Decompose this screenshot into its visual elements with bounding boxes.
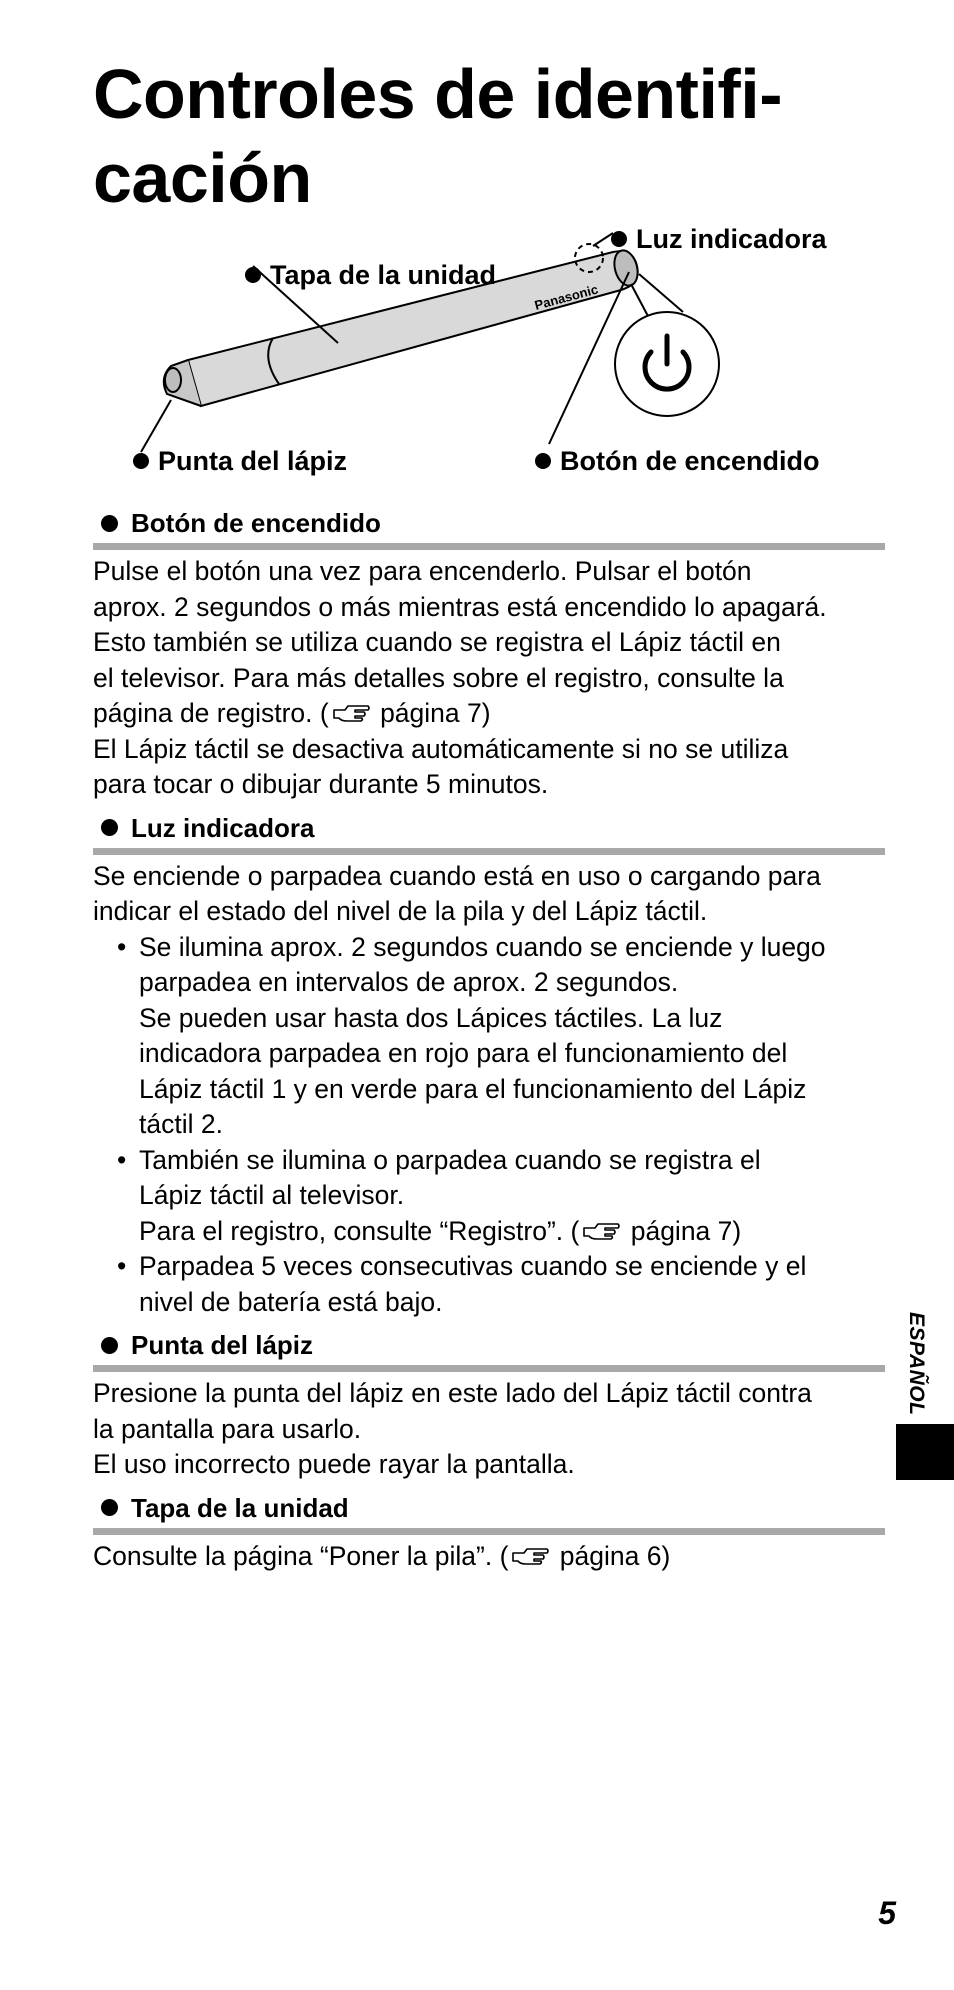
bullet-dot-icon: [101, 1337, 118, 1354]
pen-brand: Panasonic: [532, 281, 600, 313]
label-punta-lapiz: Punta del lápiz: [133, 446, 347, 476]
section-heading: Botón de encendido: [93, 508, 885, 550]
page-content: [93, 52, 885, 1574]
bullet-dot-icon: [133, 453, 149, 469]
list-item: • Se ilumina aprox. 2 segundos cuando se enciende y luego parpadea en intervalos de aprox. 2 segundos. Se pueden usar hasta dos Lápices táctiles. La luz indicadora parpadea en rojo para el funcionamiento del Lápiz táctil 1 y en verde para el funcionamiento del Lápiz táctil 2.: [117, 930, 885, 1143]
section-body: Se enciende o parpadea cuando está en uso o cargando para indicar el estado del nivel de la pila y del Lápiz táctil. • Se ilumina aprox. 2 segundos cuando se enciende y luego parpadea en intervalos de aprox. 2 segundos. Se pueden usar hasta dos Lápices táctiles. La luz indicadora parpadea en rojo para el funcionamiento del Lápiz táctil 1 y en verde para el funcionamiento del Lápiz táctil 2. • También se ilumina o parpadea cuando se registra el Lápiz táctil al televisor. Para el registro, consulte “Registro”. ( página 7) • Parpadea 5 veces consecutivas cuando se enciende y el nivel de batería está bajo.: [93, 859, 885, 1321]
section-tapa-unidad: [93, 1493, 885, 1575]
pointing-hand-icon: [581, 1219, 621, 1243]
section-heading: Luz indicadora: [93, 813, 885, 855]
bullet-list: [93, 930, 885, 1321]
pen-figure: [93, 224, 885, 498]
pointing-hand-icon: [510, 1544, 550, 1568]
section-punta-lapiz: [93, 1330, 885, 1483]
list-item: • También se ilumina o parpadea cuando se registra el Lápiz táctil al televisor. Para el registro, consulte “Registro”. ( página 7): [117, 1143, 885, 1250]
page-reference: página de registro. ( página 7): [93, 698, 491, 728]
page-number: 5: [878, 1895, 896, 1931]
bullet-dot-icon: [101, 1499, 118, 1516]
label-boton-encendido: Botón de encendido: [535, 446, 820, 476]
label-tapa-unidad: Tapa de la unidad: [245, 260, 496, 290]
list-item: • Parpadea 5 veces consecutivas cuando se enciende y el nivel de batería está bajo.: [117, 1249, 885, 1320]
language-tab-marker: [896, 1424, 954, 1480]
section-body: Pulse el botón una vez para encenderlo. Pulsar el botón aprox. 2 segundos o más mientras está encendido lo apagará. Esto también se utiliza cuando se registra el Lápiz táctil en el televisor. Para más detalles sobre el registro, consulte la página de registro. ( página 7) El Lápiz táctil se desactiva automáticamente si no se utiliza para tocar o dibujar durante 5 minutos.: [93, 554, 885, 803]
bullet-dot-icon: [245, 267, 261, 283]
language-tab-label: ESPAÑOL: [905, 1312, 928, 1416]
bullet-dot-icon: [101, 515, 118, 532]
section-body: Presione la punta del lápiz en este lado del Lápiz táctil contra la pantalla para usarlo. El uso incorrecto puede rayar la pantalla.: [93, 1378, 812, 1479]
section-heading: Punta del lápiz: [93, 1330, 885, 1372]
bullet-dot-icon: [101, 819, 118, 836]
section-boton-encendido: [93, 508, 885, 803]
page-title: Controles de identifi- cación: [93, 55, 782, 217]
bullet-dot-icon: [611, 231, 627, 247]
section-body: [93, 1539, 885, 1575]
section-heading: Tapa de la unidad: [93, 1493, 885, 1535]
section-luz-indicadora: [93, 813, 885, 1321]
bullet-dot-icon: [535, 453, 551, 469]
page-reference: Consulte la página “Poner la pila”. ( página 6): [93, 1540, 671, 1571]
page-reference: Para el registro, consulte “Registro”. ( página 7): [139, 1215, 742, 1246]
pointing-hand-icon: [331, 701, 371, 725]
label-luz-indicadora: Luz indicadora: [611, 224, 827, 254]
